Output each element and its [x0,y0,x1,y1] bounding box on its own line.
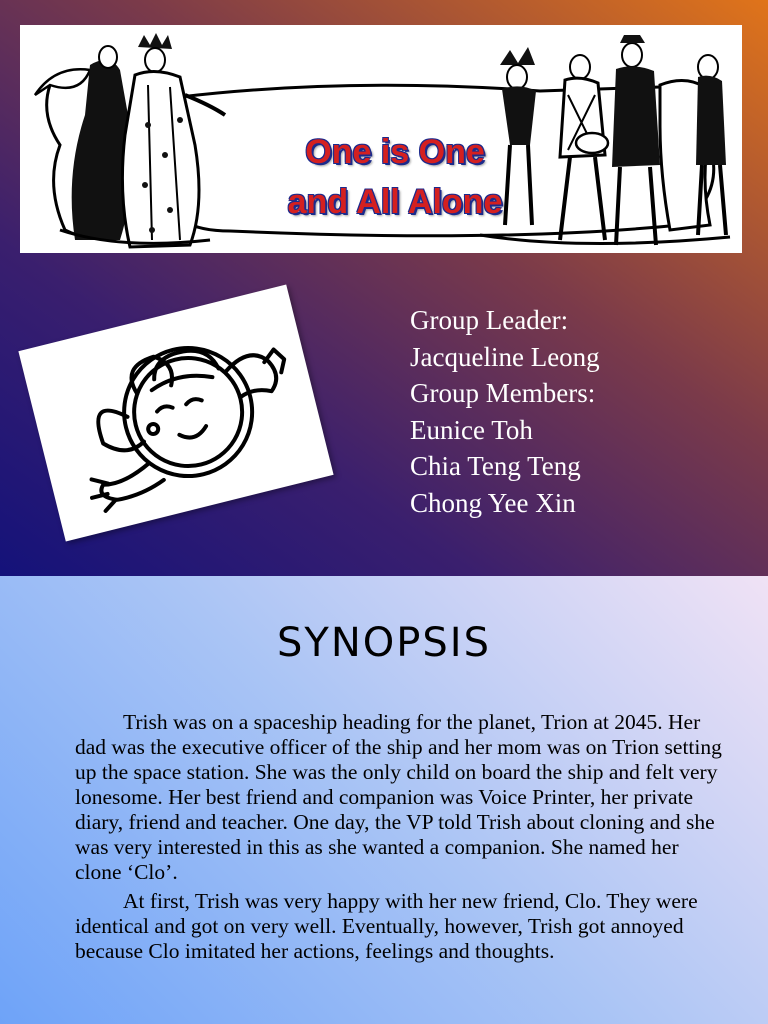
group-member: Chong Yee Xin [410,487,576,518]
group-members-heading: Group Members: [410,378,596,408]
group-leader-name: Jacqueline Leong [410,341,600,372]
group-members-list [410,302,600,521]
title-line-1: One is One [305,133,485,171]
synopsis-text [75,710,730,968]
group-leader-heading: Group Leader: [410,305,569,335]
synopsis-slide [0,576,768,1024]
floating-astronaut-girl-illustration [18,285,333,542]
astronaut-girl-icon [18,285,333,542]
title-line-2: and All Alone [287,183,503,221]
synopsis-paragraph: Trish was on a spaceship heading for the planet, Trion at 2045. Her dad was the executive officer of the ship and her mom was on Trion setting up the space station. She was the only child on board the ship and felt very lonesome. Her best friend and companion was Voice Printer, her private diary, friend and teacher. One day, the VP told Trish about cloning and she was very interested in this as she wanted a companion. She named her clone ‘Clo’. [75,710,722,884]
group-member: Chia Teng Teng [410,451,581,481]
banner-illustration [20,25,742,253]
group-member: Eunice Toh [410,414,533,445]
synopsis-paragraph: At first, Trish was very happy with her new friend, Clo. They were identical and got on very well. Eventually, however, Trish got annoyed because Clo imitated her actions, feelings and thoughts. [75,889,698,963]
synopsis-heading: SYNOPSIS [277,620,491,666]
presentation-title [220,127,570,227]
